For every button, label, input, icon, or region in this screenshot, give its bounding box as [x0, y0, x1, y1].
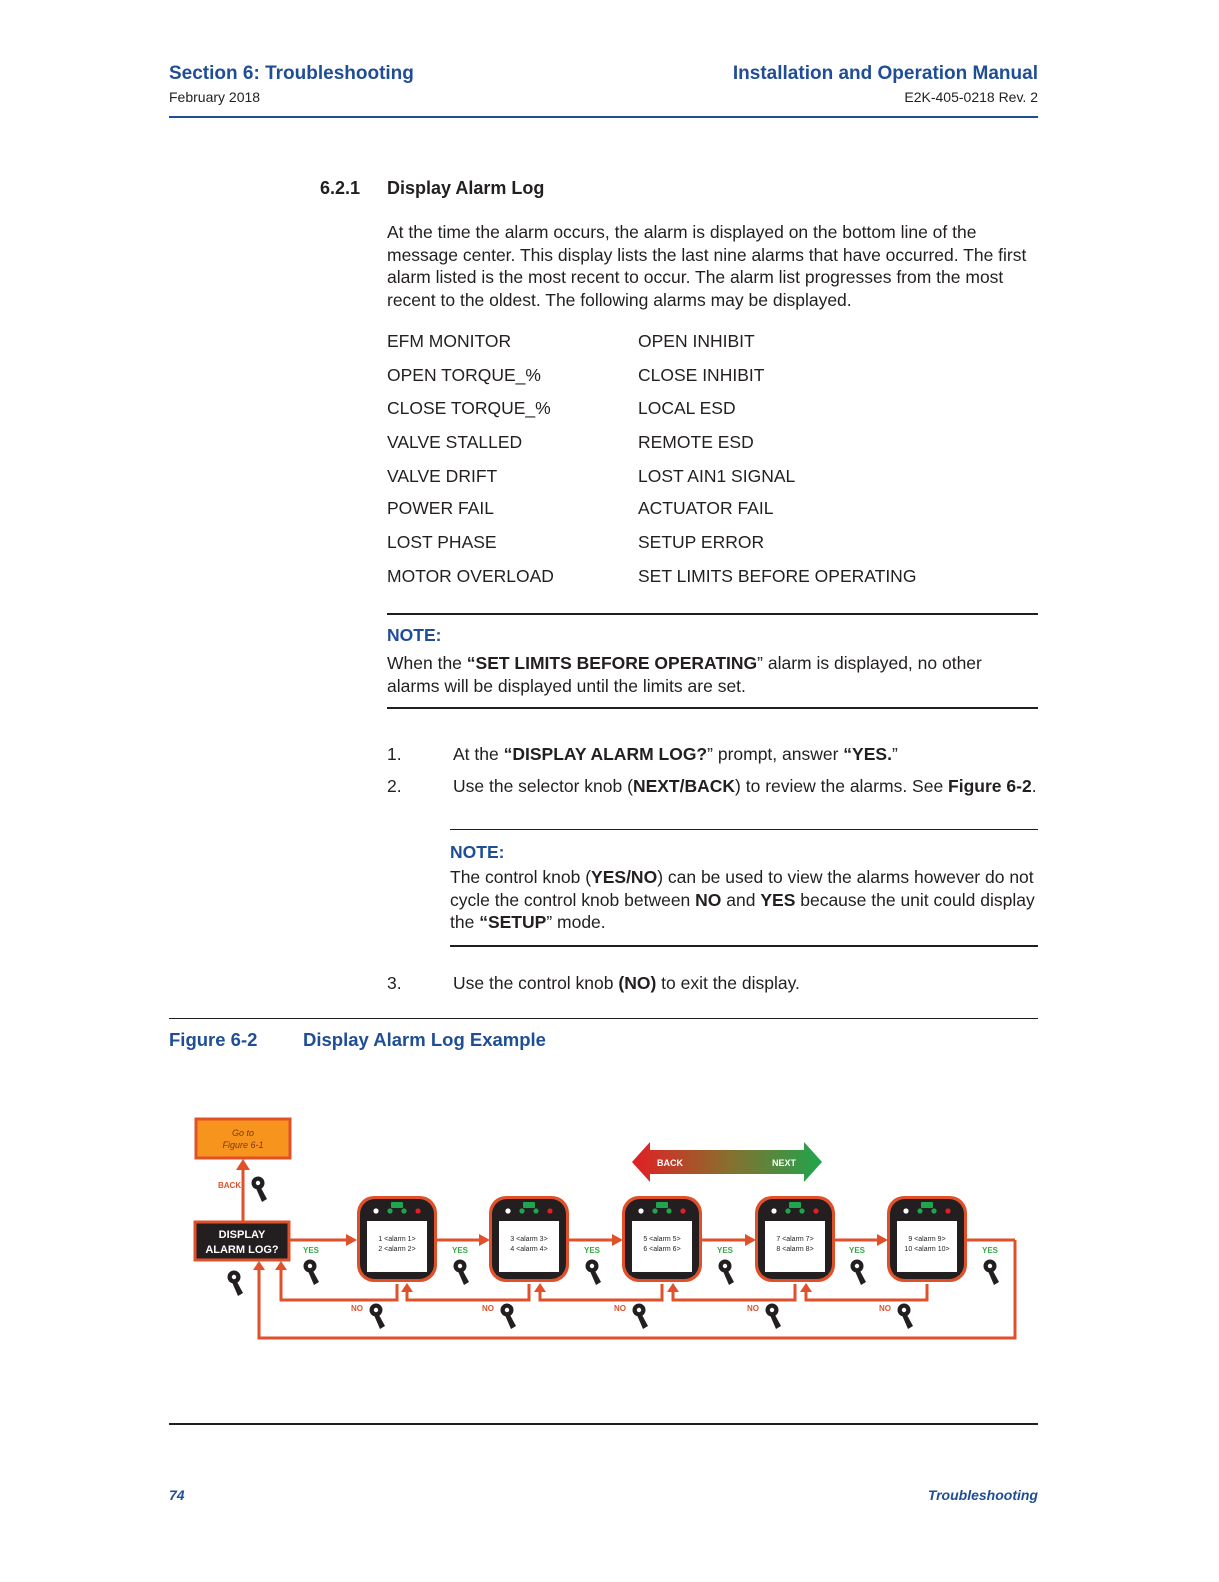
no-flow-line	[407, 1284, 529, 1300]
screen-line: 4 <alarm 4>	[510, 1246, 548, 1253]
device-screen-3	[622, 1196, 702, 1282]
knob-icon	[851, 1260, 867, 1286]
device-screen-5	[887, 1196, 967, 1282]
display-box-line1: DISPLAY	[218, 1229, 266, 1241]
knob-icon	[252, 1177, 268, 1203]
section-number: 6.2.1	[320, 178, 361, 198]
list-item: MOTOR OVERLOAD	[387, 566, 554, 586]
list-item: EFM MONITOR	[387, 331, 512, 351]
arrow-back-label: BACK	[657, 1158, 683, 1168]
section-heading: Display Alarm Log	[387, 178, 545, 198]
screen-line: 3 <alarm 3>	[510, 1236, 548, 1243]
device-screen-2	[489, 1196, 569, 1282]
arrow-next-label: NEXT	[772, 1158, 797, 1168]
list-item: REMOTE ESD	[638, 432, 754, 452]
list-item: ACTUATOR FAIL	[638, 498, 774, 518]
screen-line: 7 <alarm 7>	[776, 1236, 814, 1243]
header-date: February 2018	[169, 89, 261, 105]
yes-label: YES	[849, 1246, 866, 1255]
knob-icon	[501, 1304, 517, 1330]
list-item: SET LIMITS BEFORE OPERATING	[638, 566, 917, 586]
note-text: The control knob (YES/NO) can be used to view the alarms however do not cycle the control knob between NO and YES because the unit could display the “SETUP” mode.	[450, 867, 1035, 932]
knob-icon	[454, 1260, 470, 1286]
screen-line: 6 <alarm 6>	[643, 1246, 681, 1253]
list-item: OPEN TORQUE_%	[387, 365, 541, 385]
no-label: NO	[614, 1304, 626, 1313]
step-text: At the “DISPLAY ALARM LOG?” prompt, answer “YES.”	[453, 744, 898, 764]
list-item: OPEN INHIBIT	[638, 331, 755, 351]
back-flow-arrowhead	[236, 1159, 250, 1170]
list-item: LOST AIN1 SIGNAL	[638, 466, 796, 486]
screen-line: 9 <alarm 9>	[908, 1236, 946, 1243]
yes-label: YES	[584, 1246, 601, 1255]
no-label: NO	[482, 1304, 494, 1313]
knob-icon	[719, 1260, 735, 1286]
knob-icon	[370, 1304, 386, 1330]
knob-icon	[304, 1260, 320, 1286]
figure-number: Figure 6-2	[169, 1029, 258, 1050]
goto-box	[196, 1119, 290, 1158]
device-screen-4	[755, 1196, 835, 1282]
no-label: NO	[879, 1304, 891, 1313]
knob-icon	[984, 1260, 1000, 1286]
figure-title: Display Alarm Log Example	[303, 1029, 546, 1050]
goto-text-1: Go to	[231, 1128, 255, 1138]
back-small-label: BACK	[218, 1181, 242, 1190]
footer-rule	[169, 1423, 1038, 1425]
list-item: VALVE DRIFT	[387, 466, 498, 486]
yes-label: YES	[452, 1246, 469, 1255]
intro-paragraph: At the time the alarm occurs, the alarm is displayed on the bottom line of the message center. This display lists the last nine alarms that have occurred. The first alarm listed is the most recent to occur. The alarm list progresses from the most recent to the oldest. The following alarms may be displayed.	[387, 222, 1027, 310]
screen-line: 1 <alarm 1>	[378, 1236, 416, 1243]
display-box-line2: ALARM LOG?	[205, 1244, 279, 1256]
knob-icon	[586, 1260, 602, 1286]
no-label: NO	[351, 1304, 363, 1313]
step-number: 2.	[387, 776, 402, 796]
screen-line: 2 <alarm 2>	[378, 1246, 416, 1253]
no-flow-line	[540, 1284, 662, 1300]
note-label: NOTE:	[387, 625, 442, 645]
list-item: LOST PHASE	[387, 532, 497, 552]
list-item: VALVE STALLED	[387, 432, 523, 452]
step-number: 3.	[387, 973, 402, 993]
list-item: CLOSE INHIBIT	[638, 365, 765, 385]
step-text: Use the selector knob (NEXT/BACK) to review the alarms. See Figure 6-2.	[453, 776, 1037, 796]
screen-line: 8 <alarm 8>	[776, 1246, 814, 1253]
list-item: LOCAL ESD	[638, 398, 736, 418]
yes-label: YES	[303, 1246, 320, 1255]
list-item: SETUP ERROR	[638, 532, 765, 552]
no-flow-line	[673, 1284, 795, 1300]
footer-chapter: Troubleshooting	[927, 1487, 1038, 1503]
screen-line: 5 <alarm 5>	[643, 1236, 681, 1243]
device-screen-1	[357, 1196, 437, 1282]
note-text: When the “SET LIMITS BEFORE OPERATING” alarm is displayed, no other alarms will be displayed until the limits are set.	[387, 653, 982, 696]
knob-icon	[766, 1304, 782, 1330]
knob-icon	[633, 1304, 649, 1330]
note-label: NOTE:	[450, 842, 505, 862]
goto-text-2: Figure 6-1	[222, 1140, 264, 1150]
yes-label: YES	[982, 1246, 999, 1255]
list-item: CLOSE TORQUE_%	[387, 398, 551, 418]
yes-label: YES	[717, 1246, 734, 1255]
document-number: E2K-405-0218 Rev. 2	[904, 89, 1038, 105]
section-title: Section 6: Troubleshooting	[169, 63, 414, 84]
knob-icon	[898, 1304, 914, 1330]
manual-title: Installation and Operation Manual	[732, 63, 1038, 84]
list-item: POWER FAIL	[387, 498, 494, 518]
no-flow-line	[806, 1284, 927, 1300]
step-text: Use the control knob (NO) to exit the display.	[453, 973, 800, 993]
step-number: 1.	[387, 744, 402, 764]
page-number: 74	[169, 1487, 185, 1503]
no-label: NO	[747, 1304, 759, 1313]
screen-line: 10 <alarm 10>	[904, 1246, 950, 1253]
knob-icon	[228, 1271, 244, 1297]
